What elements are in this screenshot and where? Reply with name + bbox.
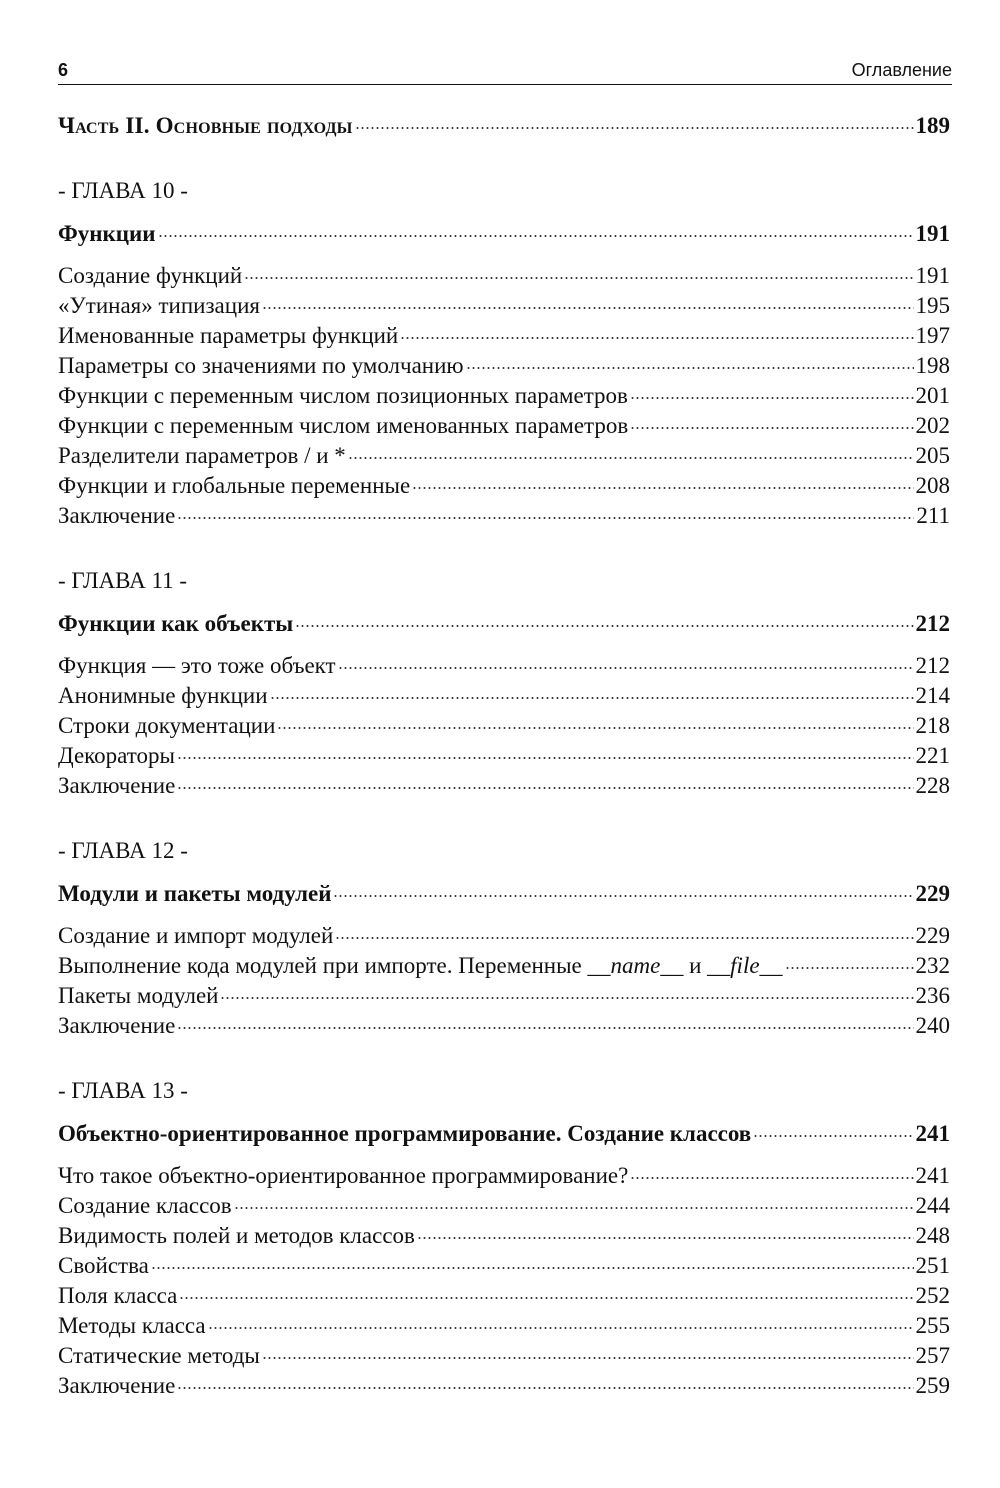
chapter-entries	[58, 260, 950, 530]
dot-leader	[630, 410, 913, 433]
dot-leader	[179, 1280, 913, 1303]
dot-leader	[338, 650, 914, 673]
toc-entry[interactable]: «Утиная» типизация 195	[58, 290, 950, 320]
toc-entry[interactable]: Создание и импорт модулей 229	[58, 920, 950, 950]
chapter-label: - ГЛАВА 12 -	[58, 838, 188, 863]
toc-entry[interactable]: Поля класса 252	[58, 1280, 950, 1310]
toc-entry[interactable]: Выполнение кода модулей при импорте. Переменные __name__ и __file__ 232	[58, 950, 950, 980]
toc-entry[interactable]: Заключение 211	[58, 500, 950, 530]
dot-leader	[466, 350, 914, 373]
chapter-entries	[58, 1160, 950, 1400]
dot-leader	[177, 500, 914, 523]
name-variable: __name__	[587, 953, 684, 978]
toc-entry[interactable]: Заключение 228	[58, 770, 950, 800]
dot-leader	[417, 1220, 914, 1243]
dot-leader	[244, 260, 913, 283]
toc-entry[interactable]: Разделители параметров / и * 205	[58, 440, 950, 470]
part-title: Часть II. Основные подходы	[58, 113, 353, 138]
dot-leader	[177, 770, 913, 793]
dot-leader	[630, 380, 914, 403]
toc-entry[interactable]: Что такое объектно-ориентированное программирование? 241	[58, 1160, 950, 1190]
toc-entry[interactable]: Строки документации 218	[58, 710, 950, 740]
dot-leader	[158, 218, 914, 241]
chapter-label: - ГЛАВА 13 -	[58, 1078, 188, 1103]
dot-leader	[262, 1340, 914, 1363]
page-number: 6	[58, 60, 69, 80]
toc-entry[interactable]: Функции с переменным числом позиционных параметров 201	[58, 380, 950, 410]
dot-leader	[400, 320, 913, 343]
chapter-entries	[58, 920, 950, 1040]
part-page: 189	[915, 113, 950, 138]
dot-leader	[234, 1190, 914, 1213]
toc-entry[interactable]: Пакеты модулей 236	[58, 980, 950, 1010]
dot-leader	[335, 920, 913, 943]
dot-leader	[220, 980, 913, 1003]
running-title: Оглавление	[851, 60, 952, 80]
running-head	[58, 58, 952, 85]
toc-entry[interactable]: Свойства 251	[58, 1250, 950, 1280]
file-variable: __file__	[707, 953, 783, 978]
dot-leader	[295, 608, 913, 631]
dot-leader	[355, 110, 914, 133]
toc-entry[interactable]: Методы класса 255	[58, 1310, 950, 1340]
dot-leader	[151, 1250, 914, 1273]
dot-leader	[270, 680, 914, 703]
dot-leader	[412, 470, 913, 493]
toc-entry[interactable]: Функции с переменным числом именованных параметров 202	[58, 410, 950, 440]
toc-entry[interactable]: Функции и глобальные переменные 208	[58, 470, 950, 500]
dot-leader	[177, 1010, 913, 1033]
toc-entry[interactable]: Создание классов 244	[58, 1190, 950, 1220]
dot-leader	[277, 710, 913, 733]
toc-entry[interactable]: Параметры со значениями по умолчанию 198	[58, 350, 950, 380]
toc-entry[interactable]: Анонимные функции 214	[58, 680, 950, 710]
toc-entry[interactable]: Декораторы 221	[58, 740, 950, 770]
dot-leader	[333, 878, 913, 901]
toc-chapter-title[interactable]: Модули и пакеты модулей 229	[58, 878, 950, 908]
chapter-entries	[58, 650, 950, 800]
dot-leader	[785, 950, 914, 973]
chapter-label: - ГЛАВА 10 -	[58, 178, 188, 203]
toc-entry[interactable]: Статические методы 257	[58, 1340, 950, 1370]
toc-entry[interactable]: Заключение 259	[58, 1370, 950, 1400]
dot-leader	[262, 290, 914, 313]
toc-entry[interactable]: Видимость полей и методов классов 248	[58, 1220, 950, 1250]
toc-entry[interactable]: Именованные параметры функций 197	[58, 320, 950, 350]
dot-leader	[348, 440, 914, 463]
toc-entry[interactable]: Заключение 240	[58, 1010, 950, 1040]
table-of-contents	[58, 108, 950, 1400]
toc-entry[interactable]: Функция — это тоже объект 212	[58, 650, 950, 680]
dot-leader	[208, 1310, 914, 1333]
toc-entry[interactable]: Создание функций 191	[58, 260, 950, 290]
toc-chapter-title[interactable]: Объектно-ориентированное программирование. Создание классов 241	[58, 1118, 950, 1148]
toc-chapter-title[interactable]: Функции как объекты 212	[58, 608, 950, 638]
toc-chapter-title[interactable]: Функции 191	[58, 218, 950, 248]
dot-leader	[753, 1118, 913, 1141]
dot-leader	[177, 740, 914, 763]
chapter-label: - ГЛАВА 11 -	[58, 568, 187, 593]
toc-part-entry[interactable]	[58, 110, 950, 140]
dot-leader	[177, 1370, 913, 1393]
dot-leader	[630, 1160, 913, 1183]
